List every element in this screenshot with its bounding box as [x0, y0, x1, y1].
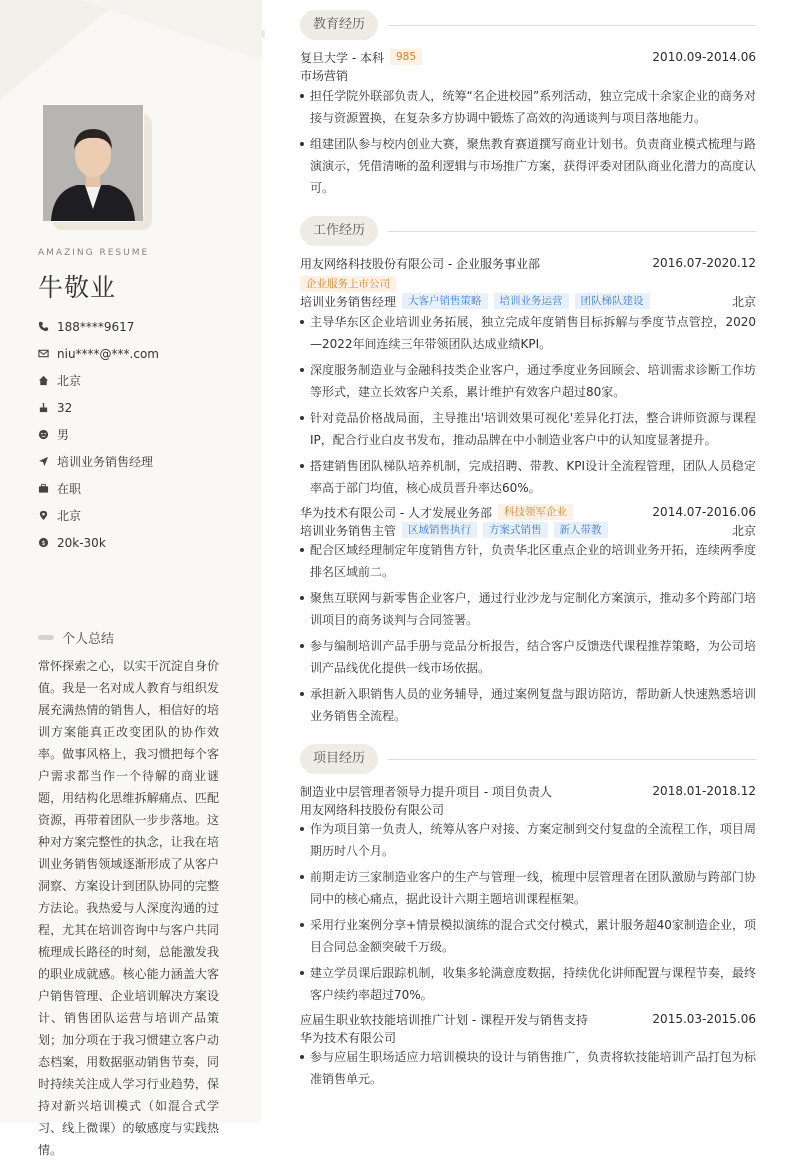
skill-tag: 培训业务运营 [494, 293, 569, 309]
section-divider [388, 759, 756, 760]
phone-icon [38, 321, 49, 332]
summary-text: 常怀探索之心，以实干沉淀自身价值。我是一名对成人教育与组织发展充满热情的销售人，相信好的培训方案能真正改变团队的协作效率。做事风格上，我习惯把每个客户需求都当作一个待解的商业谜题，用结构化思维拆解痛点、匹配资源，再带着团队一步步落地。这种对方案完整性的执念，让我在培训业务销售领域逐渐形成了从客户洞察、方案设计到团队协同的完整方法论。我热爱与人深度沟通的过程，尤其在培训咨询中与客户共同梳理成长路径的时刻，总能激发我的职业成就感。核心能力涵盖大客户销售管理、企业培训解决方案设计、销售团队运营与培训产品策划；加分项在于我习惯建立客户动态档案，用数据驱动销售节奏，同时持续关注成人学习行业趋势，保持对新兴培训模式（如混合式学习、线上微课）的敏感度与实践热情。 [38, 659, 219, 1157]
city-value: 北京 [57, 509, 82, 523]
education-heading [300, 10, 756, 40]
job-bullet: 配合区域经理制定年度销售方针，负责华北区重点企业的培训业务开拓，连续两季度排名区域前二。 [300, 539, 756, 583]
home-icon [38, 375, 49, 386]
job-period: 2014.07-2016.06 [652, 505, 756, 519]
section-divider [388, 231, 756, 232]
project-bullet: 前期走访三家制造业客户的生产与管理一线，梳理中层管理者在团队激励与跨部门协同中的核心痛点，据此设计六期主题培训课程框架。 [300, 866, 756, 910]
job-period: 2016.07-2020.12 [652, 256, 756, 270]
pin-icon [38, 510, 49, 521]
project-name: 制造业中层管理者领导力提升项目 - 项目负责人 [300, 784, 552, 799]
summary-title: 个人总结 [62, 632, 115, 647]
job-bullet: 针对竞品价格战局面，主导推出'培训效果可视化'差异化打法，整合讲师资源与课程IP，配合行业白皮书发布，推动品牌在中小制造业客户中的认知度显著提升。 [300, 407, 756, 451]
location-value: 北京 [57, 374, 82, 388]
education-title: 教育经历 [300, 10, 378, 40]
summary-heading [38, 628, 114, 647]
project-bullet: 作为项目第一负责人，统筹从客户对接、方案定制到交付复盘的全流程工作，项目周期历时八个月。 [300, 818, 756, 862]
job-bullet: 承担新入职销售人员的业务辅导，通过案例复盘与跟访陪访，帮助新人快速熟悉培训业务销售全流程。 [300, 683, 756, 727]
education-bullet: 担任学院外联部负责人，统筹“名企进校园”系列活动，独立完成十余家企业的商务对接与资源置换，在复杂多方协调中锻炼了高效的沟通谈判与项目落地能力。 [300, 85, 756, 129]
skill-tag: 方案式销售 [483, 522, 548, 538]
job-bullet: 参与编制培训产品手册与竞品分析报告，结合客户反馈迭代课程推荐策略，为公司培训产品线优化提供一线市场依据。 [300, 635, 756, 679]
job-role-row [300, 292, 756, 310]
project-name: 应届生职业软技能培训推广计划 - 课程开发与销售支持 [300, 1012, 588, 1027]
send-icon [38, 456, 49, 467]
job-company-badge-row [300, 275, 756, 293]
project-org-row [300, 1028, 756, 1046]
location-item [38, 367, 248, 394]
skill-tag: 团队梯队建设 [575, 293, 650, 309]
position-value: 培训业务销售经理 [57, 455, 154, 469]
mail-icon [38, 348, 49, 359]
svg-text:$: $ [41, 538, 46, 547]
job-company: 华为技术有限公司 - 人才发展业务部 [300, 505, 492, 520]
job-bullet: 深度服务制造业与金融科技类企业客户，通过季度业务回顾会、培训需求诊断工作坊等形式，建立长效客户关系，累计维护有效客户超过80家。 [300, 359, 756, 403]
avatar-frame [42, 104, 142, 220]
projects-heading [300, 744, 756, 774]
city-item [38, 502, 248, 529]
cake-icon [38, 402, 49, 413]
company-badge: 科技领军企业 [498, 504, 573, 520]
phone-value: 188****9617 [57, 319, 135, 334]
heading-marker [38, 635, 54, 640]
education-header-row [300, 48, 756, 66]
gender-item [38, 421, 248, 448]
email-item [38, 340, 248, 367]
job-role: 培训业务销售主管 [300, 523, 397, 538]
project-period: 2018.01-2018.12 [652, 784, 756, 798]
work-heading [300, 216, 756, 246]
work-title: 工作经历 [300, 216, 378, 246]
position-item [38, 448, 248, 475]
project-org: 华为技术有限公司 [300, 1030, 397, 1045]
phone-item [38, 313, 248, 340]
project-bullet: 采用行业案例分享+情景模拟演练的混合式交付模式，累计服务超40家制造企业，项目合同总金额突破千万级。 [300, 914, 756, 958]
salary-item [38, 529, 248, 556]
education-period: 2010.09-2014.06 [652, 50, 756, 64]
education-bullet: 组建团队参与校内创业大赛，聚焦教育赛道撰写商业计划书。负责商业模式梳理与路演演示，凭借清晰的盈利逻辑与市场推广方案，获得评委对团队商业化潜力的高度认可。 [300, 133, 756, 199]
gender-icon [38, 429, 49, 440]
job-bullet: 主导华东区企业培训业务拓展，独立完成年度销售目标拆解与季度节点管控，2020—2022年间连续三年带领团队达成业绩KPI。 [300, 311, 756, 355]
divider-handle [261, 30, 265, 38]
job-header-row [300, 503, 756, 521]
projects-title: 项目经历 [300, 744, 378, 774]
project-org-row [300, 800, 756, 818]
job-city: 北京 [731, 523, 756, 538]
status-item [38, 475, 248, 502]
school-badge: 985 [390, 49, 422, 65]
project-header-row [300, 782, 756, 800]
section-divider [388, 25, 756, 26]
job-header-row [300, 254, 756, 272]
job-company: 用友网络科技股份有限公司 - 企业服务事业部 [300, 256, 540, 271]
job-role-row [300, 521, 756, 539]
project-header-row [300, 1010, 756, 1028]
candidate-name: 牛敬业 [38, 273, 117, 302]
skill-tag: 大客户销售策略 [402, 293, 488, 309]
coin-icon [38, 537, 49, 548]
age-item [38, 394, 248, 421]
gender-value: 男 [57, 428, 70, 442]
project-bullet: 建立学员课后跟踪机制，收集多轮满意度数据，持续优化讲师配置与课程节奏，最终客户续约率超过70%。 [300, 962, 756, 1006]
briefcase-icon [38, 483, 49, 494]
age-value: 32 [57, 400, 73, 415]
status-value: 在职 [57, 482, 82, 496]
school-name: 复旦大学 - 本科 [300, 50, 384, 65]
company-badge: 企业服务上市公司 [300, 276, 396, 292]
email-value: niu****@***.com [57, 346, 159, 361]
project-bullet: 参与应届生职场适应力培训模块的设计与销售推广，负责将软技能培训产品打包为标准销售单元。 [300, 1046, 756, 1090]
contact-info-list [38, 313, 248, 556]
education-major-row [300, 66, 756, 84]
major-name: 市场营销 [300, 68, 349, 83]
sidebar [0, 0, 262, 1157]
job-city: 北京 [731, 294, 756, 309]
job-bullet: 聚焦互联网与新零售企业客户，通过行业沙龙与定制化方案演示，推动多个跨部门培训项目的商务谈判与合同签署。 [300, 587, 756, 631]
skill-tag: 新人带教 [554, 522, 608, 538]
project-org: 用友网络科技股份有限公司 [300, 802, 445, 817]
avatar [42, 104, 144, 222]
project-period: 2015.03-2015.06 [652, 1012, 756, 1026]
resume-tagline: AMAZING RESUME [38, 248, 150, 258]
salary-value: 20k-30k [57, 535, 106, 550]
job-role: 培训业务销售经理 [300, 294, 397, 309]
skill-tag: 区域销售执行 [402, 522, 477, 538]
job-bullet: 搭建销售团队梯队培养机制，完成招聘、带教、KPI设计全流程管理，团队人员稳定率高于部门均值，核心成员晋升率达60%。 [300, 455, 756, 499]
